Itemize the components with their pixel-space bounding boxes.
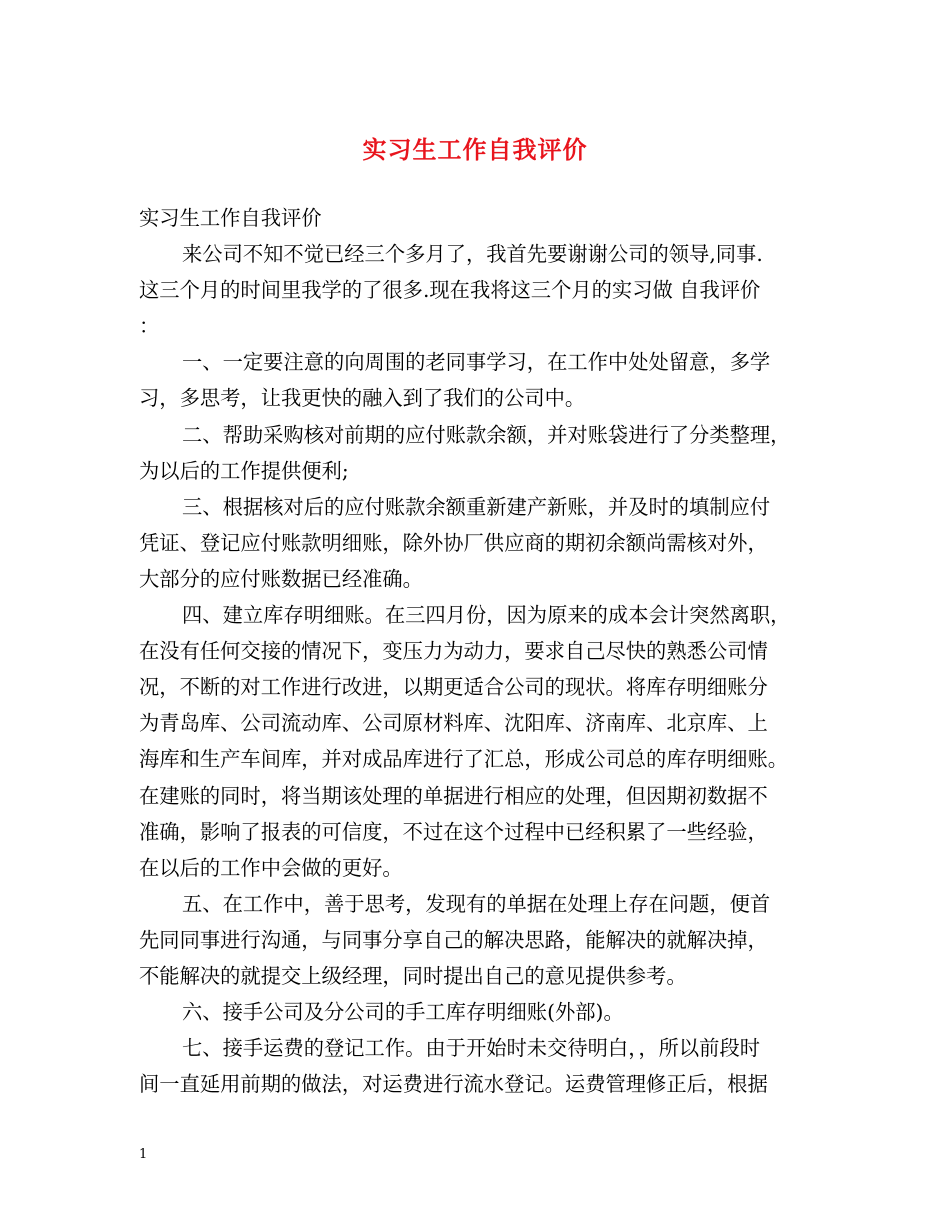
body-line: 在以后的工作中会做的更好。 <box>139 855 403 880</box>
body-line: 先同同事进行沟通，与同事分享自己的解决思路，能解决的就解决掉， <box>139 927 768 952</box>
body-line: 况，不断的对工作进行改进，以期更适合公司的现状。将库存明细账分 <box>139 675 768 700</box>
body-line: 二、帮助采购核对前期的应付账款余额，并对账袋进行了分类整理， <box>182 422 791 447</box>
body-line: 来公司不知不觉已经三个多月了，我首先要谢谢公司的领导,同事. <box>182 242 763 267</box>
body-line: 凭证、登记应付账款明细账，除外协厂供应商的期初余额尚需核对外， <box>139 530 768 555</box>
body-line: ： <box>139 314 160 339</box>
body-line: 在建账的同时，将当期该处理的单据进行相应的处理，但因期初数据不 <box>139 783 768 808</box>
page-number: 1 <box>139 1147 148 1162</box>
body-line: 为青岛库、公司流动库、公司原材料库、沈阳库、济南库、北京库、上 <box>139 711 768 736</box>
body-line: 七、接手运费的登记工作。由于开始时未交待明白，，所以前段时 <box>182 1036 761 1061</box>
body-line: 准确，影响了报表的可信度，不过在这个过程中已经积累了一些经验， <box>139 819 768 844</box>
body-line: 不能解决的就提交上级经理，同时提出自己的意见提供参考。 <box>139 963 687 988</box>
body-line: 一、一定要注意的向周围的老同事学习，在工作中处处留意，多学 <box>182 350 771 375</box>
body-line: 在没有任何交接的情况下，变压力为动力，要求自己尽快的熟悉公司情 <box>139 639 768 664</box>
body-subtitle-line: 实习生工作自我评价 <box>139 206 322 230</box>
body-line: 间一直延用前期的做法，对运费进行流水登记。运费管理修正后，根据 <box>139 1072 768 1097</box>
body-line: 海库和生产车间库，并对成品库进行了汇总，形成公司总的库存明细账。 <box>139 747 789 772</box>
body-line: 六、接手公司及分公司的手工库存明细账(外部)。 <box>182 1000 624 1025</box>
body-line: 五、在工作中，善于思考，发现有的单据在处理上存在问题，便首 <box>182 891 771 916</box>
body-line: 这三个月的时间里我学的了很多.现在我将这三个月的实习做 自我评价 <box>139 278 761 303</box>
body-line: 大部分的应付账数据已经准确。 <box>139 566 423 591</box>
body-line: 习，多思考，让我更快的融入到了我们的公司中。 <box>139 386 586 411</box>
body-line: 四、建立库存明细账。在三四月份，因为原来的成本会计突然离职， <box>182 603 791 628</box>
body-line: 为以后的工作提供便利; <box>139 458 349 483</box>
body-line: 三、根据核对后的应付账款余额重新建产新账，并及时的填制应付 <box>182 494 771 519</box>
document-body <box>139 200 819 1102</box>
document-title: 实习生工作自我评价 <box>362 135 588 164</box>
